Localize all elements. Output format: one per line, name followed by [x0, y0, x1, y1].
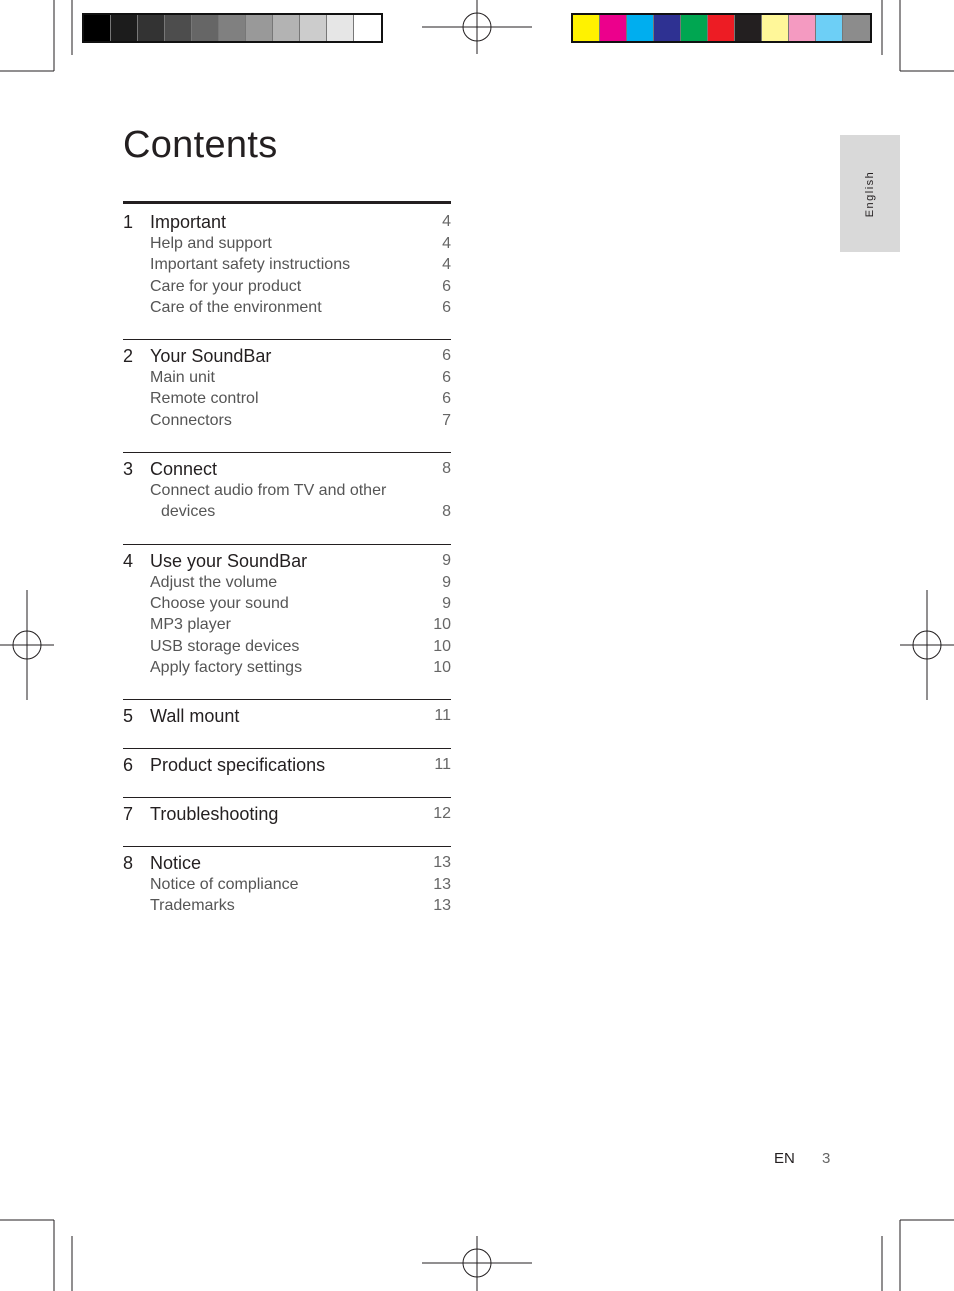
language-tab [840, 135, 900, 252]
toc-subentry[interactable] [123, 657, 451, 678]
subentry-page: 6 [442, 277, 451, 295]
subentry-title: devices [161, 503, 216, 521]
subentry-page: 6 [442, 390, 451, 408]
chapter-page: 4 [442, 213, 451, 230]
chapter-number: 8 [123, 853, 134, 874]
subentry-title: Connect audio from TV and other [150, 482, 387, 500]
toc-subentry[interactable] [123, 410, 451, 431]
gray-swatch [327, 15, 354, 41]
chapter-number: 2 [123, 346, 134, 367]
toc-subentry[interactable] [123, 501, 451, 522]
chapter-page: 9 [442, 551, 451, 569]
subentry-title: Connectors [150, 411, 232, 429]
language-tab-label: English [864, 170, 876, 217]
subentry-title: Choose your sound [150, 594, 289, 612]
chapter-number: 3 [123, 459, 134, 480]
color-swatch [762, 15, 789, 41]
toc-subentry[interactable] [123, 874, 451, 895]
gray-swatch [111, 15, 138, 41]
table-of-contents [123, 201, 451, 938]
gray-swatch [84, 15, 111, 41]
subentry-page: 13 [433, 876, 451, 894]
color-swatch [816, 15, 843, 41]
gray-swatch [219, 15, 246, 41]
toc-section [123, 452, 451, 544]
subentry-title: Remote control [150, 390, 259, 408]
subentry-page: 8 [442, 503, 451, 521]
chapter-page: 11 [434, 756, 451, 774]
color-swatch [843, 15, 870, 41]
chapter-page: 8 [442, 460, 451, 478]
toc-subentry[interactable] [123, 895, 451, 916]
chapter-title: Your SoundBar [150, 346, 272, 367]
chapter-title: Wall mount [150, 706, 240, 727]
chapter-title: Important [150, 212, 227, 232]
subentry-page: 4 [442, 235, 451, 252]
toc-chapter-entry[interactable] [123, 211, 451, 233]
subentry-title: Care of the environment [150, 298, 322, 316]
subentry-page: 6 [442, 298, 451, 316]
toc-chapter-entry[interactable] [123, 458, 451, 480]
chapter-title: Product specifications [150, 755, 326, 776]
chapter-page: 11 [434, 707, 451, 725]
footer-page-number: 3 [822, 1150, 831, 1167]
page-title: Contents [123, 124, 278, 166]
toc-chapter-entry[interactable] [123, 754, 451, 776]
grayscale-color-bar [82, 13, 383, 43]
subentry-page: 10 [433, 637, 451, 655]
subentry-page: 10 [433, 658, 451, 676]
subentry-title: USB storage devices [150, 637, 300, 655]
toc-section [123, 748, 451, 797]
toc-subentry[interactable] [123, 254, 451, 275]
toc-section [123, 339, 451, 452]
chapter-page: 13 [433, 854, 451, 872]
toc-chapter-entry[interactable] [123, 803, 451, 825]
toc-section [123, 201, 451, 339]
toc-section [123, 846, 451, 938]
chapter-page: 12 [433, 805, 451, 823]
gray-swatch [273, 15, 300, 41]
toc-subentry[interactable] [123, 614, 451, 635]
gray-swatch [354, 15, 381, 41]
subentry-page: 10 [433, 616, 451, 634]
subentry-title: Notice of compliance [150, 876, 299, 894]
toc-subentry[interactable] [123, 572, 451, 593]
chapter-number: 5 [123, 706, 134, 727]
color-swatch [681, 15, 708, 41]
chapter-title: Connect [150, 459, 218, 480]
subentry-title: Apply factory settings [150, 658, 303, 676]
toc-section [123, 797, 451, 846]
subentry-page: 13 [433, 897, 451, 915]
color-swatch [708, 15, 735, 41]
toc-subentry[interactable] [123, 233, 451, 254]
gray-swatch [192, 15, 219, 41]
toc-subentry[interactable] [123, 276, 451, 297]
color-swatch [627, 15, 654, 41]
chapter-page: 6 [442, 347, 451, 365]
subentry-page: 9 [442, 594, 451, 612]
toc-chapter-entry[interactable] [123, 705, 451, 727]
subentry-page: 4 [442, 256, 451, 274]
gray-swatch [165, 15, 192, 41]
subentry-title: Care for your product [150, 277, 302, 295]
gray-swatch [300, 15, 327, 41]
subentry-page: 7 [442, 411, 451, 429]
toc-subentry[interactable] [123, 480, 451, 501]
color-swatch [573, 15, 600, 41]
chapter-number: 4 [123, 550, 134, 571]
subentry-title: MP3 player [150, 616, 231, 634]
subentry-page: 9 [442, 573, 451, 591]
toc-subentry[interactable] [123, 367, 451, 388]
color-swatch [654, 15, 681, 41]
chapter-title: Troubleshooting [150, 804, 279, 825]
subentry-title: Trademarks [150, 897, 235, 915]
subentry-title: Main unit [150, 369, 215, 387]
chapter-title: Use your SoundBar [150, 550, 308, 571]
subentry-title: Adjust the volume [150, 573, 278, 591]
toc-subentry[interactable] [123, 297, 451, 318]
color-swatch [735, 15, 762, 41]
toc-chapter-entry[interactable] [123, 550, 451, 572]
subentry-title: Help and support [150, 235, 272, 252]
chapter-number: 1 [123, 212, 134, 232]
subentry-title: Important safety instructions [150, 256, 351, 274]
chapter-number: 7 [123, 804, 134, 825]
gray-swatch [138, 15, 165, 41]
footer-language: EN [774, 1150, 795, 1167]
gray-swatch [246, 15, 273, 41]
color-swatch [789, 15, 816, 41]
toc-section [123, 699, 451, 748]
toc-chapter-entry[interactable] [123, 345, 451, 367]
subentry-page: 6 [442, 369, 451, 387]
color-swatch [600, 15, 627, 41]
chapter-title: Notice [150, 853, 202, 874]
chapter-number: 6 [123, 755, 134, 776]
process-color-bar [571, 13, 872, 43]
toc-chapter-entry[interactable] [123, 852, 451, 874]
toc-subentry[interactable] [123, 388, 451, 409]
toc-subentry[interactable] [123, 636, 451, 657]
toc-section [123, 544, 451, 699]
toc-subentry[interactable] [123, 593, 451, 614]
